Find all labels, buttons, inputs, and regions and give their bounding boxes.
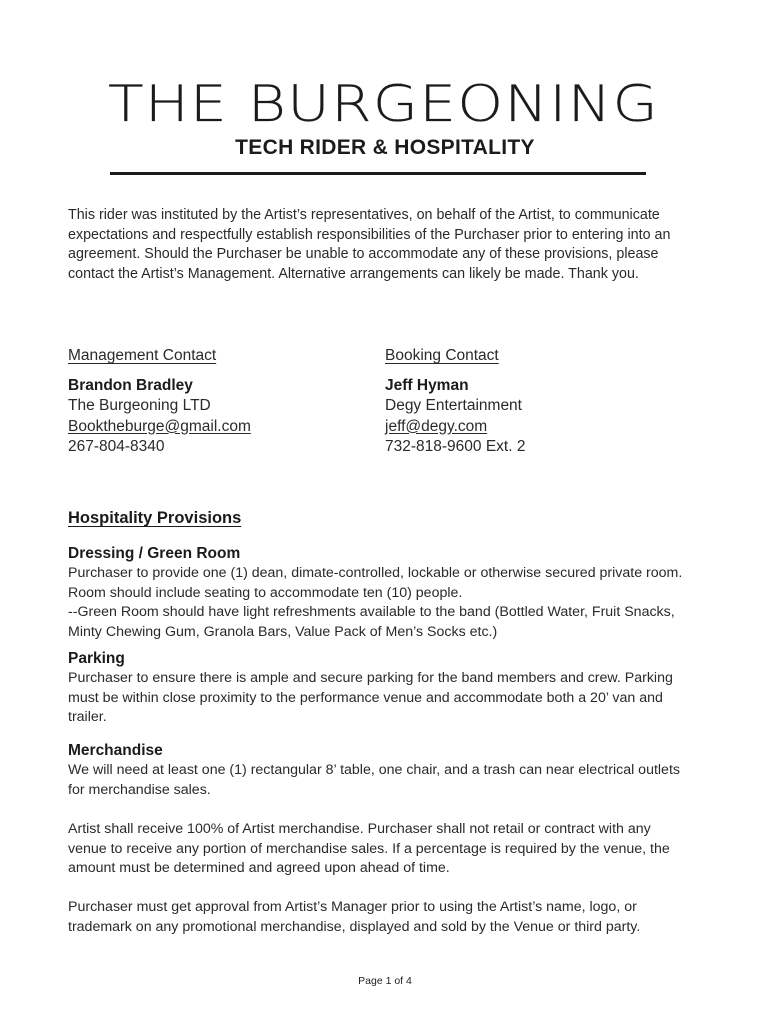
dressing-room-text: Purchaser to provide one (1) dean, dimate-controlled, lockable or otherwise secured private room. Room should include seating to accommodate ten (10) people. [68,565,683,601]
parking-text: Purchaser to ensure there is ample and secure parking for the band members and crew. Parking must be within close proximity to the performance venue and accommodate both a 20’ van and trailer. [68,670,673,725]
merchandise-section [68,740,693,800]
green-room-refreshments-text: --Green Room should have light refreshments available to the band (Bottled Water, Fruit Snacks, Minty Chewing Gum, Granola Bars, Value Pack of Men’s Socks etc.) [68,604,675,640]
document-subtitle: TECH RIDER & HOSPITALITY [235,136,535,159]
booking-contact-email-link[interactable]: jeff@degy.com [385,417,488,435]
booking-contact-name: Jeff Hyman [385,376,469,394]
management-contact-heading: Management Contact [68,347,217,364]
hospitality-section-title: Hospitality Provisions [68,509,242,527]
merchandise-heading: Merchandise [68,742,163,759]
band-logo: THE BURGEONING [108,75,659,133]
management-contact [68,346,368,458]
management-contact-email-link[interactable]: Booktheburge@gmail.com [68,417,251,435]
dressing-room-heading: Dressing / Green Room [68,545,241,562]
management-contact-phone: 267-804-8340 [68,438,165,455]
header-divider [110,172,646,175]
page-number: Page 1 of 4 [358,975,412,987]
intro-paragraph: This rider was instituted by the Artist’s representatives, on behalf of the Artist, to communicate expectations and respectfully establish responsibilities of the Purchaser prior to entering into an agreement. Should the Purchaser be unable to accommodate any of these provisions, please contact the Artist’s Management. Alternative arrangements can likely be made. Thank you. [68,207,671,282]
booking-contact [385,346,685,458]
booking-contact-heading: Booking Contact [385,347,499,364]
booking-contact-phone: 732-818-9600 Ext. 2 [385,438,526,455]
merchandise-sales-paragraph: Artist shall receive 100% of Artist merchandise. Purchaser shall not retail or contract with any venue to receive any portion of merchandise sales. If a percentage is required by the venue, the amount must be determined and agreed upon ahead of time. [68,821,670,876]
merchandise-table-text: We will need at least one (1) rectangular 8’ table, one chair, and a trash can near electrical outlets for merchandise sales. [68,762,680,798]
booking-contact-company: Degy Entertainment [385,397,522,414]
dressing-room-section [68,543,693,642]
parking-section [68,648,693,728]
merchandise-approval-paragraph: Purchaser must get approval from Artist’s Manager prior to using the Artist’s name, logo, or trademark on any promotional merchandise, displayed and sold by the Venue or third party. [68,899,641,935]
parking-heading: Parking [68,650,125,667]
management-contact-name: Brandon Bradley [68,376,193,394]
management-contact-company: The Burgeoning LTD [68,397,211,414]
